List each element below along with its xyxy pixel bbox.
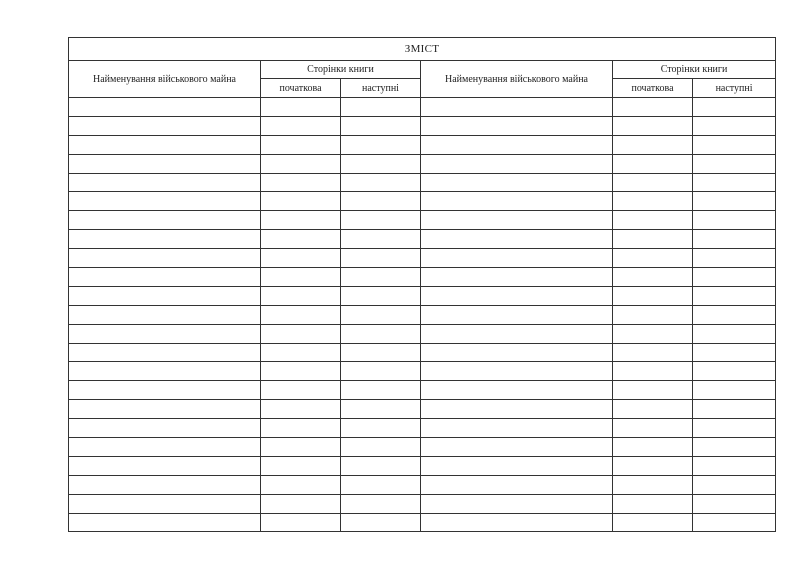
start-page-cell bbox=[261, 305, 341, 324]
next-pages-cell bbox=[693, 192, 776, 211]
next-pages-cell bbox=[693, 475, 776, 494]
table-row bbox=[69, 192, 776, 211]
next-pages-cell bbox=[341, 135, 421, 154]
start-page-cell bbox=[261, 192, 341, 211]
start-page-cell bbox=[261, 494, 341, 513]
next-pages-cell bbox=[693, 362, 776, 381]
next-pages-cell bbox=[341, 362, 421, 381]
next-pages-cell bbox=[341, 475, 421, 494]
start-page-cell bbox=[261, 475, 341, 494]
next-pages-cell bbox=[693, 173, 776, 192]
name-cell bbox=[421, 456, 613, 475]
table-row bbox=[69, 494, 776, 513]
next-pages-cell bbox=[693, 419, 776, 438]
next-pages-cell bbox=[341, 400, 421, 419]
start-page-cell bbox=[261, 268, 341, 287]
left-pages-header: Сторінки книги bbox=[261, 61, 421, 79]
start-page-cell bbox=[613, 362, 693, 381]
start-page-cell bbox=[613, 400, 693, 419]
next-pages-cell bbox=[693, 456, 776, 475]
start-page-cell bbox=[613, 305, 693, 324]
start-page-cell bbox=[613, 513, 693, 532]
name-cell bbox=[69, 249, 261, 268]
table-row bbox=[69, 456, 776, 475]
name-cell bbox=[421, 154, 613, 173]
name-cell bbox=[69, 116, 261, 135]
start-page-cell bbox=[261, 438, 341, 457]
name-cell bbox=[421, 116, 613, 135]
name-cell bbox=[69, 475, 261, 494]
next-pages-cell bbox=[341, 173, 421, 192]
next-pages-cell bbox=[341, 286, 421, 305]
left-name-header: Найменування військового майна bbox=[69, 61, 261, 98]
table-row bbox=[69, 286, 776, 305]
left-next-pages-header: наступні bbox=[341, 79, 421, 98]
start-page-cell bbox=[261, 400, 341, 419]
start-page-cell bbox=[613, 116, 693, 135]
next-pages-cell bbox=[341, 211, 421, 230]
name-cell bbox=[69, 135, 261, 154]
table-row bbox=[69, 173, 776, 192]
name-cell bbox=[421, 211, 613, 230]
table-row bbox=[69, 438, 776, 457]
start-page-cell bbox=[613, 438, 693, 457]
start-page-cell bbox=[613, 419, 693, 438]
start-page-cell bbox=[261, 173, 341, 192]
start-page-cell bbox=[613, 230, 693, 249]
table-row bbox=[69, 343, 776, 362]
name-cell bbox=[421, 400, 613, 419]
name-cell bbox=[421, 475, 613, 494]
table-row bbox=[69, 305, 776, 324]
left-start-page-header: початкова bbox=[261, 79, 341, 98]
next-pages-cell bbox=[341, 438, 421, 457]
name-cell bbox=[421, 173, 613, 192]
start-page-cell bbox=[613, 135, 693, 154]
start-page-cell bbox=[613, 286, 693, 305]
next-pages-cell bbox=[693, 438, 776, 457]
start-page-cell bbox=[261, 456, 341, 475]
next-pages-cell bbox=[341, 249, 421, 268]
name-cell bbox=[69, 400, 261, 419]
name-cell bbox=[69, 305, 261, 324]
name-cell bbox=[69, 154, 261, 173]
name-cell bbox=[421, 381, 613, 400]
contents-table bbox=[68, 37, 776, 532]
name-cell bbox=[69, 362, 261, 381]
right-pages-header: Сторінки книги bbox=[613, 61, 776, 79]
next-pages-cell bbox=[341, 116, 421, 135]
next-pages-cell bbox=[693, 305, 776, 324]
name-cell bbox=[69, 286, 261, 305]
start-page-cell bbox=[613, 249, 693, 268]
next-pages-cell bbox=[693, 381, 776, 400]
table-row bbox=[69, 98, 776, 117]
name-cell bbox=[421, 513, 613, 532]
right-start-page-header: початкова bbox=[613, 79, 693, 98]
start-page-cell bbox=[613, 268, 693, 287]
table-row bbox=[69, 211, 776, 230]
start-page-cell bbox=[261, 513, 341, 532]
next-pages-cell bbox=[341, 419, 421, 438]
name-cell bbox=[421, 362, 613, 381]
name-cell bbox=[69, 343, 261, 362]
table-row bbox=[69, 135, 776, 154]
start-page-cell bbox=[261, 381, 341, 400]
name-cell bbox=[69, 173, 261, 192]
name-cell bbox=[421, 249, 613, 268]
start-page-cell bbox=[261, 249, 341, 268]
next-pages-cell bbox=[693, 230, 776, 249]
name-cell bbox=[421, 192, 613, 211]
table-row bbox=[69, 230, 776, 249]
name-cell bbox=[421, 268, 613, 287]
next-pages-cell bbox=[341, 268, 421, 287]
start-page-cell bbox=[261, 154, 341, 173]
table-row bbox=[69, 381, 776, 400]
next-pages-cell bbox=[341, 230, 421, 249]
next-pages-cell bbox=[693, 268, 776, 287]
start-page-cell bbox=[613, 456, 693, 475]
name-cell bbox=[69, 98, 261, 117]
table-row bbox=[69, 116, 776, 135]
name-cell bbox=[69, 192, 261, 211]
start-page-cell bbox=[261, 419, 341, 438]
name-cell bbox=[421, 438, 613, 457]
start-page-cell bbox=[613, 475, 693, 494]
next-pages-cell bbox=[693, 513, 776, 532]
next-pages-cell bbox=[341, 381, 421, 400]
name-cell bbox=[69, 381, 261, 400]
next-pages-cell bbox=[341, 192, 421, 211]
table-body bbox=[69, 98, 776, 532]
next-pages-cell bbox=[693, 135, 776, 154]
table-row bbox=[69, 513, 776, 532]
table-row bbox=[69, 419, 776, 438]
next-pages-cell bbox=[341, 305, 421, 324]
next-pages-cell bbox=[693, 400, 776, 419]
next-pages-cell bbox=[693, 154, 776, 173]
start-page-cell bbox=[261, 116, 341, 135]
next-pages-cell bbox=[341, 154, 421, 173]
table-title: ЗМІСТ bbox=[69, 38, 776, 61]
next-pages-cell bbox=[341, 98, 421, 117]
right-next-pages-header: наступні bbox=[693, 79, 776, 98]
start-page-cell bbox=[261, 230, 341, 249]
start-page-cell bbox=[261, 135, 341, 154]
next-pages-cell bbox=[693, 116, 776, 135]
name-cell bbox=[69, 456, 261, 475]
next-pages-cell bbox=[693, 324, 776, 343]
name-cell bbox=[421, 135, 613, 154]
start-page-cell bbox=[613, 381, 693, 400]
name-cell bbox=[69, 494, 261, 513]
name-cell bbox=[421, 98, 613, 117]
name-cell bbox=[421, 419, 613, 438]
name-cell bbox=[421, 305, 613, 324]
start-page-cell bbox=[261, 211, 341, 230]
name-cell bbox=[69, 513, 261, 532]
start-page-cell bbox=[261, 343, 341, 362]
start-page-cell bbox=[613, 211, 693, 230]
name-cell bbox=[69, 324, 261, 343]
name-cell bbox=[69, 268, 261, 287]
next-pages-cell bbox=[693, 343, 776, 362]
table-row bbox=[69, 324, 776, 343]
start-page-cell bbox=[613, 98, 693, 117]
next-pages-cell bbox=[341, 494, 421, 513]
name-cell bbox=[69, 419, 261, 438]
start-page-cell bbox=[261, 362, 341, 381]
next-pages-cell bbox=[341, 513, 421, 532]
next-pages-cell bbox=[693, 286, 776, 305]
table-row bbox=[69, 362, 776, 381]
name-cell bbox=[421, 324, 613, 343]
start-page-cell bbox=[261, 324, 341, 343]
next-pages-cell bbox=[341, 343, 421, 362]
start-page-cell bbox=[613, 324, 693, 343]
table-row bbox=[69, 268, 776, 287]
next-pages-cell bbox=[693, 211, 776, 230]
name-cell bbox=[421, 343, 613, 362]
next-pages-cell bbox=[341, 456, 421, 475]
next-pages-cell bbox=[693, 249, 776, 268]
start-page-cell bbox=[613, 343, 693, 362]
name-cell bbox=[69, 230, 261, 249]
start-page-cell bbox=[613, 154, 693, 173]
table-row bbox=[69, 154, 776, 173]
table-row bbox=[69, 249, 776, 268]
name-cell bbox=[421, 494, 613, 513]
start-page-cell bbox=[613, 494, 693, 513]
table-row bbox=[69, 475, 776, 494]
next-pages-cell bbox=[341, 324, 421, 343]
start-page-cell bbox=[613, 192, 693, 211]
name-cell bbox=[69, 438, 261, 457]
start-page-cell bbox=[261, 98, 341, 117]
next-pages-cell bbox=[693, 98, 776, 117]
start-page-cell bbox=[613, 173, 693, 192]
right-name-header: Найменування військового майна bbox=[421, 61, 613, 98]
name-cell bbox=[421, 230, 613, 249]
table-row bbox=[69, 400, 776, 419]
name-cell bbox=[421, 286, 613, 305]
name-cell bbox=[69, 211, 261, 230]
start-page-cell bbox=[261, 286, 341, 305]
next-pages-cell bbox=[693, 494, 776, 513]
